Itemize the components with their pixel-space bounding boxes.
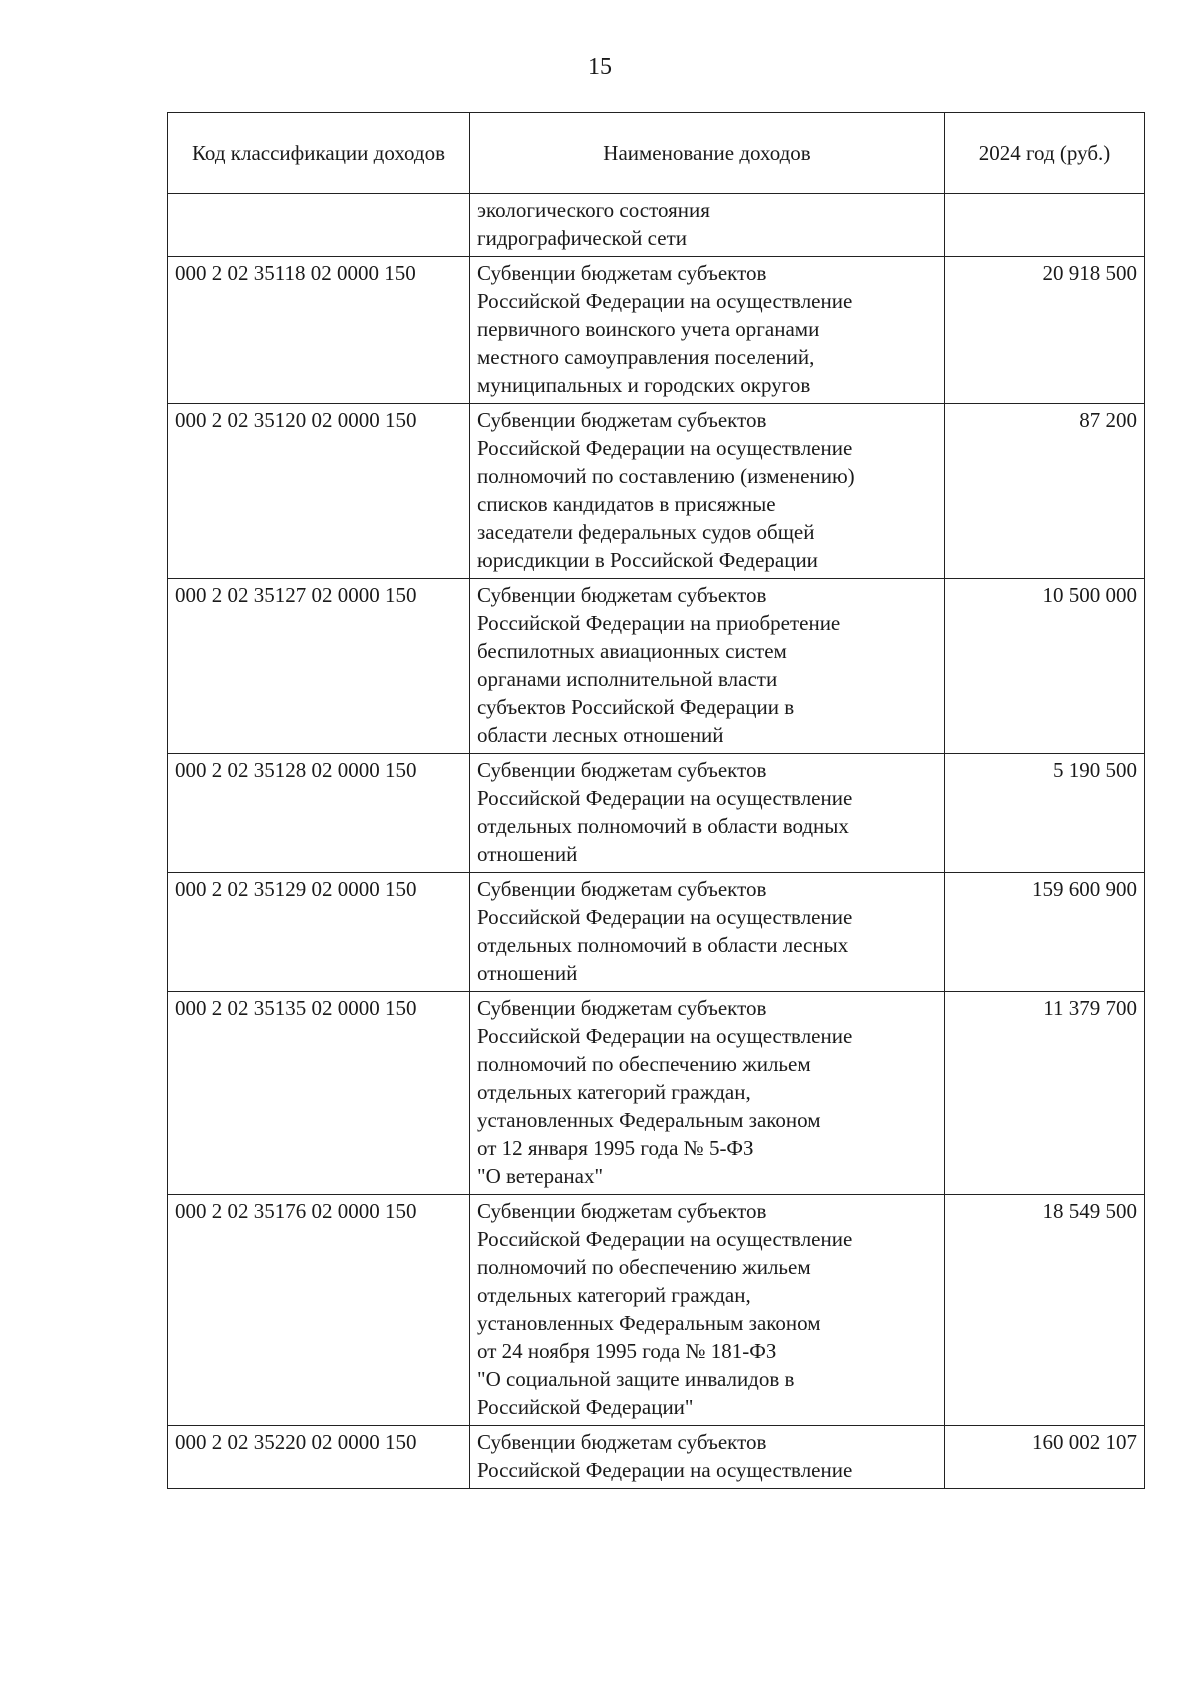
revenue-amount: 10 500 000: [945, 579, 1145, 754]
revenue-name-line: юрисдикции в Российской Федерации: [477, 548, 818, 572]
revenue-name-line: Субвенции бюджетам субъектов: [477, 758, 767, 782]
revenue-name-line: установленных Федеральным законом: [477, 1108, 821, 1132]
revenue-name: [470, 754, 945, 873]
table-row: [168, 257, 1145, 404]
revenue-name-line: Российской Федерации на осуществление: [477, 1458, 853, 1482]
revenue-code: 000 2 02 35120 02 0000 150: [168, 404, 470, 579]
revenue-name: [470, 579, 945, 754]
revenue-name-line: установленных Федеральным законом: [477, 1311, 821, 1335]
revenue-name-line: Российской Федерации на осуществление: [477, 905, 853, 929]
revenue-amount: 87 200: [945, 404, 1145, 579]
revenue-name-line: отдельных категорий граждан,: [477, 1283, 751, 1307]
revenue-name: [470, 873, 945, 992]
revenue-name-line: полномочий по обеспечению жильем: [477, 1255, 811, 1279]
revenue-name-line: субъектов Российской Федерации в: [477, 695, 795, 719]
table-row: [168, 1195, 1145, 1426]
revenue-name-line: отдельных категорий граждан,: [477, 1080, 751, 1104]
revenue-name-line: местного самоуправления поселений,: [477, 345, 815, 369]
revenue-code: 000 2 02 35128 02 0000 150: [168, 754, 470, 873]
revenue-name-line: муниципальных и городских округов: [477, 373, 811, 397]
revenue-name-line: заседатели федеральных судов общей: [477, 520, 815, 544]
revenue-code: 000 2 02 35127 02 0000 150: [168, 579, 470, 754]
revenue-name-line: отдельных полномочий в области водных: [477, 814, 849, 838]
revenue-name-line: беспилотных авиационных систем: [477, 639, 787, 663]
table-row: [168, 873, 1145, 992]
revenue-name-line: Субвенции бюджетам субъектов: [477, 408, 767, 432]
revenue-name-line: гидрографической сети: [477, 226, 687, 250]
revenue-name-line: Российской Федерации на осуществление: [477, 1024, 853, 1048]
revenue-name-line: первичного воинского учета органами: [477, 317, 820, 341]
revenue-name-line: отдельных полномочий в области лесных: [477, 933, 849, 957]
revenue-name-line: экологического состояния: [477, 198, 710, 222]
revenue-name: [470, 194, 945, 257]
revenue-amount: 20 918 500: [945, 257, 1145, 404]
header-name: Наименование доходов: [470, 113, 945, 194]
revenue-name-line: Российской Федерации на осуществление: [477, 289, 853, 313]
revenue-name-line: отношений: [477, 961, 578, 985]
revenue-amount: 160 002 107: [945, 1426, 1145, 1489]
revenue-name-line: Субвенции бюджетам субъектов: [477, 1199, 767, 1223]
revenue-name-line: полномочий по составлению (изменению): [477, 464, 855, 488]
revenue-name: [470, 1426, 945, 1489]
table-row: [168, 992, 1145, 1195]
revenue-name-line: от 12 января 1995 года № 5-ФЗ: [477, 1136, 754, 1160]
table-row: [168, 1426, 1145, 1489]
revenue-name-line: от 24 ноября 1995 года № 181-ФЗ: [477, 1339, 777, 1363]
table-row: [168, 579, 1145, 754]
revenue-name-line: органами исполнительной власти: [477, 667, 778, 691]
page-number: 15: [588, 54, 612, 80]
revenue-name: [470, 1195, 945, 1426]
revenue-name-line: Российской Федерации на осуществление: [477, 436, 853, 460]
revenue-name-line: Российской Федерации на осуществление: [477, 786, 853, 810]
table-row: [168, 754, 1145, 873]
revenue-amount: 11 379 700: [945, 992, 1145, 1195]
revenue-name: [470, 257, 945, 404]
revenue-code: 000 2 02 35176 02 0000 150: [168, 1195, 470, 1426]
header-row: [168, 113, 1145, 194]
revenue-amount: 159 600 900: [945, 873, 1145, 992]
table-header: [168, 113, 1145, 194]
table-row: [168, 194, 1145, 257]
revenue-code: 000 2 02 35129 02 0000 150: [168, 873, 470, 992]
revenue-table: [167, 112, 1145, 1489]
revenue-name-line: области лесных отношений: [477, 723, 724, 747]
table-body: [168, 194, 1145, 1489]
revenue-name-line: Российской Федерации": [477, 1395, 694, 1419]
revenue-name-line: Субвенции бюджетам субъектов: [477, 583, 767, 607]
revenue-amount: 5 190 500: [945, 754, 1145, 873]
revenue-name-line: Субвенции бюджетам субъектов: [477, 1430, 767, 1454]
revenue-name-line: отношений: [477, 842, 578, 866]
revenue-code: 000 2 02 35118 02 0000 150: [168, 257, 470, 404]
revenue-amount: 18 549 500: [945, 1195, 1145, 1426]
revenue-name: [470, 404, 945, 579]
revenue-name-line: "О социальной защите инвалидов в: [477, 1367, 795, 1391]
revenue-name-line: списков кандидатов в присяжные: [477, 492, 776, 516]
revenue-name-line: Российской Федерации на приобретение: [477, 611, 841, 635]
revenue-name-line: Субвенции бюджетам субъектов: [477, 877, 767, 901]
header-amount: 2024 год (руб.): [945, 113, 1145, 194]
revenue-code: [168, 194, 470, 257]
revenue-name: [470, 992, 945, 1195]
revenue-amount: [945, 194, 1145, 257]
revenue-name-line: "О ветеранах": [477, 1164, 604, 1188]
revenue-name-line: полномочий по обеспечению жильем: [477, 1052, 811, 1076]
header-code: Код классификации доходов: [168, 113, 470, 194]
revenue-code: 000 2 02 35220 02 0000 150: [168, 1426, 470, 1489]
revenue-name-line: Российской Федерации на осуществление: [477, 1227, 853, 1251]
table-row: [168, 404, 1145, 579]
revenue-name-line: Субвенции бюджетам субъектов: [477, 261, 767, 285]
revenue-name-line: Субвенции бюджетам субъектов: [477, 996, 767, 1020]
revenue-code: 000 2 02 35135 02 0000 150: [168, 992, 470, 1195]
